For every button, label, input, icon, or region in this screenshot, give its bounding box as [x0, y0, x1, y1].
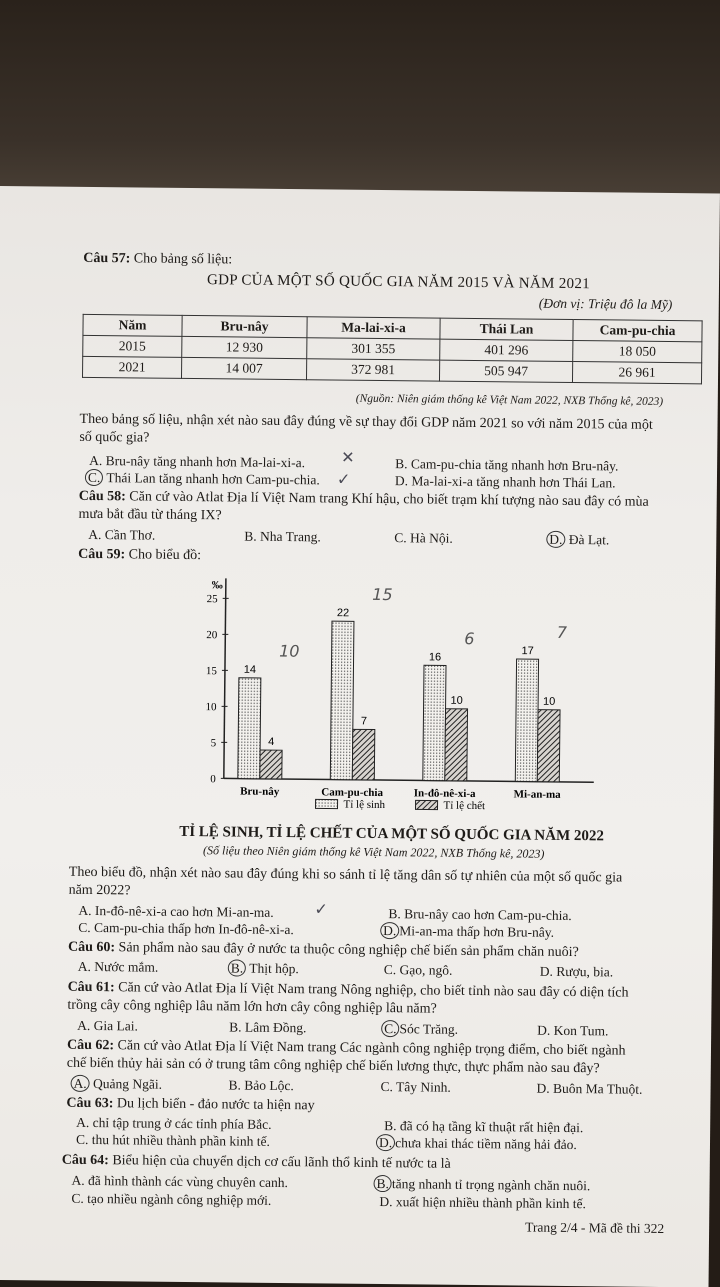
table-header-cell: Thái Lan: [440, 318, 573, 340]
death-rate-bar: [260, 750, 282, 779]
birth-rate-bar: [238, 678, 261, 779]
y-axis: [224, 578, 226, 778]
q63-option-a[interactable]: A. chỉ tập trung ở các tỉnh phía Bắc.: [76, 1115, 271, 1133]
q62-text: Căn cứ vào Atlat Địa lí Việt Nam trang Các ngành công nghiệp trọng điểm, cho biết ngành: [117, 1038, 625, 1058]
x-category-label: In-đô-nê-xi-a: [414, 787, 476, 800]
table-cell: 2021: [83, 356, 182, 378]
birth-value-label: 17: [521, 645, 533, 657]
y-tick-label: 20: [206, 629, 218, 641]
table-header-cell: Bru-nây: [182, 315, 307, 337]
selected-answer-mark: D.: [546, 531, 565, 548]
q57-label: Câu 57:: [83, 251, 130, 266]
q60-label: Câu 60:: [68, 940, 115, 955]
table-header-cell: Cam-pu-chia: [573, 320, 702, 342]
q59-chart-title: TỈ LỆ SINH, TỈ LỆ CHẾT CỦA MỘT SỐ QUỐC GIA NĂM 2022: [179, 824, 604, 845]
selected-answer-mark: D.: [376, 1134, 395, 1151]
legend-birth-label: Tỉ lệ sinh: [343, 799, 385, 811]
legend-death-swatch: [415, 800, 437, 809]
q59-chart-source: (Số liệu theo Niên giám thống kê Việt Nam 2022, NXB Thống kê, 2023): [203, 843, 545, 862]
q63-option-c[interactable]: C. thu hút nhiều thành phần kinh tế.: [76, 1132, 270, 1150]
q64-option-d[interactable]: D. xuất hiện nhiều thành phần kinh tế.: [379, 1194, 586, 1212]
q59-option-c[interactable]: C. Cam-pu-chia thấp hơn In-đô-nê-xi-a.: [78, 920, 294, 938]
selected-answer-mark: C.: [85, 469, 104, 486]
q59-question-line1: Theo biểu đồ, nhận xét nào sau đây đúng khi so sánh tỉ lệ tăng dân số tự nhiên của một số quốc gia: [69, 865, 623, 887]
q60-option-b[interactable]: [228, 960, 299, 977]
q57-option-d[interactable]: D. Ma-lai-xi-a tăng nhanh hơn Thái Lan.: [395, 473, 616, 491]
q58-text-line2: mưa bắt đầu từ tháng IX?: [78, 507, 221, 524]
q63-option-d[interactable]: [376, 1135, 577, 1153]
q57-intro: [83, 251, 232, 269]
q57-table-title: GDP CỦA MỘT SỐ QUỐC GIA NĂM 2015 VÀ NĂM 2021: [207, 272, 590, 293]
q63-text: [66, 1096, 314, 1115]
q58-text: Căn cứ vào Atlat Địa lí Việt Nam trang Khí hậu, cho biết trạm khí tượng nào sau đây có mùa: [129, 489, 649, 509]
q57-option-b[interactable]: B. Cam-pu-chia tăng nhanh hơn Bru-nây.: [395, 456, 618, 474]
q57-option-a[interactable]: A. Bru-nây tăng nhanh hơn Ma-lai-xi-a.: [89, 453, 305, 471]
q62-option-d[interactable]: D. Buôn Ma Thuột.: [536, 1081, 642, 1098]
y-tick-label: 15: [206, 665, 218, 677]
selected-answer-mark: C.: [381, 1020, 400, 1037]
q58-option-a[interactable]: A. Cần Thơ.: [88, 527, 155, 544]
birth-death-rate-chart: [183, 570, 606, 824]
q62-label: Câu 62:: [67, 1038, 114, 1053]
death-rate-bar: [537, 710, 560, 782]
q60-option-b-text: Thịt hộp.: [246, 961, 299, 977]
q61-option-d[interactable]: D. Kon Tum.: [537, 1023, 608, 1040]
q59-intro: [78, 547, 201, 564]
birth-rate-bar: [330, 621, 354, 780]
table-cell: 301 355: [307, 338, 440, 360]
y-tick-label: 0: [210, 773, 216, 785]
q61-text: Căn cứ vào Atlat Địa lí Việt Nam trang Nông nghiệp, cho biết tỉnh nào sau đây có diện tích: [118, 980, 629, 1000]
q61-label: Câu 61:: [68, 980, 115, 995]
q59-option-a[interactable]: A. In-đô-nê-xi-a cao hơn Mi-an-ma.: [78, 903, 273, 921]
legend-birth-swatch: [316, 799, 338, 808]
handwritten-note: 10: [279, 642, 300, 661]
x-category-label: Mi-an-ma: [514, 788, 562, 800]
q62-option-a-text: Quảng Ngãi.: [90, 1076, 163, 1092]
q59-option-d-text: Mi-an-ma thấp hơn Bru-nây.: [399, 923, 554, 940]
q60-option-c[interactable]: C. Gạo, ngô.: [384, 962, 453, 979]
q62-option-b[interactable]: B. Bảo Lộc.: [229, 1077, 294, 1094]
death-value-label: 10: [450, 695, 462, 707]
q64-option-a[interactable]: A. đã hình thành các vùng chuyên canh.: [72, 1173, 288, 1191]
q63-label: Câu 63:: [66, 1096, 113, 1111]
q57-text: Cho bảng số liệu:: [134, 251, 233, 267]
page-footer: Trang 2/4 - Mã đề thi 322: [525, 1220, 664, 1237]
q59-question-line2: năm 2022?: [69, 883, 131, 900]
q58-option-d-text: Đà Lạt.: [565, 532, 609, 547]
q63-text-content: Du lịch biển - đảo nước ta hiện nay: [117, 1096, 315, 1113]
q62-text-line2: chế biến thủy hải sản có ở trung tâm công nghiệp chế biến lương thực, thực phẩm nào sau đây?: [67, 1056, 600, 1078]
q62-option-a[interactable]: [71, 1076, 163, 1093]
q64-option-b-text: tăng nhanh tỉ trọng ngành chăn nuôi.: [392, 1176, 590, 1193]
selected-answer-mark: D.: [380, 922, 399, 939]
death-value-label: 7: [361, 715, 367, 727]
q64-label: Câu 64:: [62, 1153, 109, 1168]
table-cell: 12 930: [182, 336, 307, 358]
birth-value-label: 16: [429, 651, 441, 663]
q59-option-d[interactable]: [380, 923, 554, 941]
x-category-label: Bru-nây: [240, 786, 280, 798]
birth-rate-bar: [423, 665, 446, 780]
q57-question-line1: Theo bảng số liệu, nhận xét nào sau đây đúng về sự thay đổi GDP năm 2021 so với năm 2015 của một: [79, 412, 652, 434]
table-cell: 26 961: [572, 362, 701, 384]
death-value-label: 10: [543, 696, 555, 708]
table-cell: 505 947: [439, 360, 572, 382]
birth-value-label: 22: [337, 607, 349, 619]
q60-option-d[interactable]: D. Rượu, bia.: [540, 964, 613, 981]
birth-rate-bar: [515, 659, 538, 782]
selected-answer-mark: A.: [71, 1075, 90, 1092]
q59-label: Câu 59:: [78, 547, 125, 562]
selected-answer-mark: B.: [228, 959, 247, 976]
q63-option-d-text: chưa khai thác tiềm năng hải đảo.: [395, 1135, 577, 1152]
q59-text: Cho biểu đồ:: [129, 547, 201, 563]
q60-text-content: Sản phẩm nào sau đây ở nước ta thuộc công nghiệp chế biến sản phẩm chăn nuôi?: [119, 940, 579, 960]
table-cell: 2015: [83, 335, 182, 357]
q64-text-content: Biểu hiện của chuyển dịch cơ cấu lãnh thổ kinh tế nước ta là: [112, 1153, 451, 1172]
handwritten-note: 15: [372, 585, 393, 604]
death-rate-bar: [445, 709, 468, 781]
q57-option-c-text: Thái Lan tăng nhanh hơn Cam-pu-chia.: [103, 470, 320, 487]
exam-page: [0, 186, 720, 1287]
q61-option-a[interactable]: A. Gia Lai.: [77, 1018, 138, 1035]
q57-question-line2: số quốc gia?: [79, 430, 149, 447]
table-cell: 18 050: [573, 341, 702, 363]
table-cell: 372 981: [306, 359, 439, 381]
legend-death-label: Tỉ lệ chết: [443, 800, 485, 812]
pen-cross-mark-icon: ✕: [341, 448, 355, 467]
q58-option-b[interactable]: B. Nha Trang.: [244, 529, 321, 546]
q57-option-c[interactable]: [85, 470, 320, 488]
q64-option-b[interactable]: [373, 1176, 590, 1194]
y-unit-label: ‰: [212, 579, 223, 591]
q57-unit: (Đơn vị: Triệu đô la Mỹ): [539, 296, 673, 313]
q58-option-d[interactable]: [546, 532, 609, 549]
death-value-label: 4: [268, 736, 274, 748]
pen-check-mark-icon: ✓: [314, 899, 328, 918]
q61-option-c-text: Sóc Trăng.: [400, 1021, 459, 1037]
birth-value-label: 14: [244, 664, 256, 676]
q62-option-c[interactable]: C. Tây Ninh.: [381, 1079, 451, 1096]
selected-answer-mark: B.: [373, 1175, 392, 1192]
table-cell: 14 007: [181, 357, 306, 379]
q60-option-a[interactable]: A. Nước mắm.: [78, 959, 159, 976]
q61-option-b[interactable]: B. Lâm Đồng.: [229, 1019, 306, 1036]
x-category-label: Cam-pu-chia: [321, 786, 383, 799]
q58-option-c[interactable]: C. Hà Nội.: [394, 530, 453, 547]
q61-text-line2: trồng cây công nghiệp lâu năm lớn hơn cây công nghiệp lâu năm?: [67, 998, 437, 1018]
q60-text: [68, 940, 579, 961]
q59-option-b[interactable]: B. Bru-nây cao hơn Cam-pu-chia.: [388, 906, 572, 924]
q64-text: [62, 1153, 451, 1173]
q58-label: Câu 58:: [79, 489, 126, 504]
table-header-cell: Ma-lai-xi-a: [307, 317, 440, 339]
table-header-cell: Năm: [83, 314, 182, 336]
q57-source: (Nguồn: Niên giám thống kê Việt Nam 2022, NXB Thống kê, 2023): [356, 393, 663, 408]
gdp-table: [82, 314, 703, 384]
handwritten-note: 6: [464, 629, 474, 648]
y-tick-label: 25: [207, 593, 219, 605]
pen-check-mark-icon: ✓: [337, 470, 351, 489]
background-dark: [0, 0, 720, 200]
y-tick-label: 10: [205, 701, 217, 713]
q64-option-c[interactable]: C. tạo nhiều ngành công nghiệp mới.: [71, 1191, 271, 1209]
y-tick-label: 5: [211, 737, 217, 749]
death-rate-bar: [352, 729, 375, 780]
handwritten-note: 7: [557, 623, 568, 642]
q61-option-c[interactable]: [381, 1021, 458, 1038]
q63-option-b[interactable]: B. đã có hạ tầng kĩ thuật rất hiện đại.: [384, 1118, 583, 1136]
table-cell: 401 296: [440, 339, 573, 361]
